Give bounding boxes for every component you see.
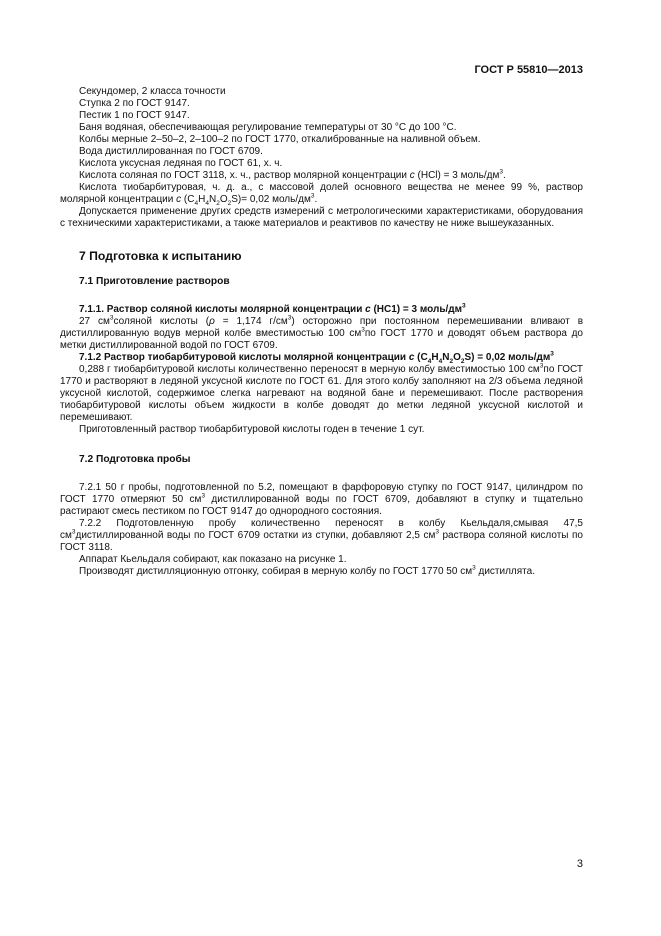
section-7-1-1-title: 7.1.1. Раствор соляной кислоты молярной концентрации с (HC1) = 3 моль/$дм^3$ <box>79 302 466 315</box>
equipment-item: Пестик 1 по ГОСТ 9147. <box>79 110 190 121</box>
equipment-item: Колбы мерные 2–50–2, 2–100–2 по ГОСТ 1770, откалиброванные на наливной объем. <box>79 134 481 145</box>
equipment-item: Секундомер, 2 класса точности <box>79 86 226 97</box>
hcl-reagent: Кислота соляная по ГОСТ 3118, х. ч., раствор молярной концентрации с (HCl) = 3 моль/$дм^3$. <box>79 168 506 181</box>
paragraph-7-2-2: 7.2.2 Подготовленную пробу количественно переносят в колбу Кьельдаля,смывая 47,5 $см^3дистиллированной$ воды по ГОСТ 6709 остатки из ступки, добавляют 2,5 $см^3$ раствора соляной кислоты по ГОСТ 3118. <box>60 518 583 553</box>
paragraph-7-1-2-shelf-life: Приготовленный раствор тиобарбитуровой кислоты годен в течение 1 сут. <box>79 424 425 435</box>
section-7-2-title: 7.2 Подготовка пробы <box>79 454 191 465</box>
equipment-item: Ступка 2 по ГОСТ 9147. <box>79 98 190 109</box>
paragraph-7-1-2: 0,288 г тиобарбитуровой кислоты количественно переносят в мерную колбу вместимостью 100 $см^3по$ ГОСТ 1770 и растворяют в ледяной уксусной кислоте по ГОСТ 61. Для этого колбу заполняют на 2/3 объема ледяной уксусной кислотой, содержимое слегка нагревают на водяной бане и перемешивают. После растворения тиобарбитуровой кислоты объем жидкости в колбе доводят до метки ледяной уксусной кислотой и перемешивают. <box>60 362 583 423</box>
allowed-substitutes: Допускается применение других средств измерений с метрологическими характеристиками, оборудования с техническими характеристиками, а также материалов и реактивов по качеству не ниже вышеуказанных. <box>60 206 583 229</box>
paragraph-7-2-3: Аппарат Кьельдаля собирают, как показано на рисунке 1. <box>79 554 347 565</box>
section-7-1-title: 7.1 Приготовление растворов <box>79 276 230 287</box>
equipment-item: Баня водяная, обеспечивающая регулирование температуры от 30 °С до 100 °С. <box>79 122 457 133</box>
paragraph-7-1-1: 27 $см^3соляной$ кислоты (ρ = 1,174 $г/см^3$) осторожно при постоянном перемешивании вливают в дистиллированную водув мерной колбе вместимостью 100 $см^3по$ ГОСТ 1770 и доводят объем раствора до метки дистиллированной водой по ГОСТ 6709. <box>60 314 584 351</box>
paragraph-7-2-1: 7.2.1 50 г пробы, подготовленной по 5.2, помещают в фарфоровую ступку по ГОСТ 9147, цилиндром по ГОСТ 1770 отмеряют 50 $см^3$ дистиллированной воды по ГОСТ 6709, добавляют в ступку и тщательно растирают смесь пестиком по ГОСТ 9147 до однородного состояния. <box>60 482 583 517</box>
equipment-item: Кислота уксусная ледяная по ГОСТ 61, х. ч. <box>79 158 283 169</box>
paragraph-7-2-4: Производят дистилляционную отгонку, собирая в мерную колбу по ГОСТ 1770 50 $см^3$ дистиллята. <box>79 564 535 577</box>
section-7-1-2-title: 7.1.2 Раствор тиобарбитуровой кислоты молярной концентрации с $(C_4H_4N_2O_2S) = 0,02$ моль/$дм^3$ <box>79 350 554 365</box>
document-header: ГОСТ Р 55810—2013 <box>474 64 583 76</box>
document-body <box>60 86 583 578</box>
page-number: 3 <box>576 858 583 870</box>
equipment-item: Вода дистиллированная по ГОСТ 6709. <box>79 146 263 157</box>
tba-reagent: Кислота тиобарбитуровая, ч. д. а., с массовой долей основного вещества не менее 99 %, раствор молярной концентрации с $(C_4H_4N_2O_2S)= 0,02$ моль/$дм^3$. <box>60 182 583 207</box>
section-7-title: 7 Подготовка к испытанию <box>79 249 242 263</box>
